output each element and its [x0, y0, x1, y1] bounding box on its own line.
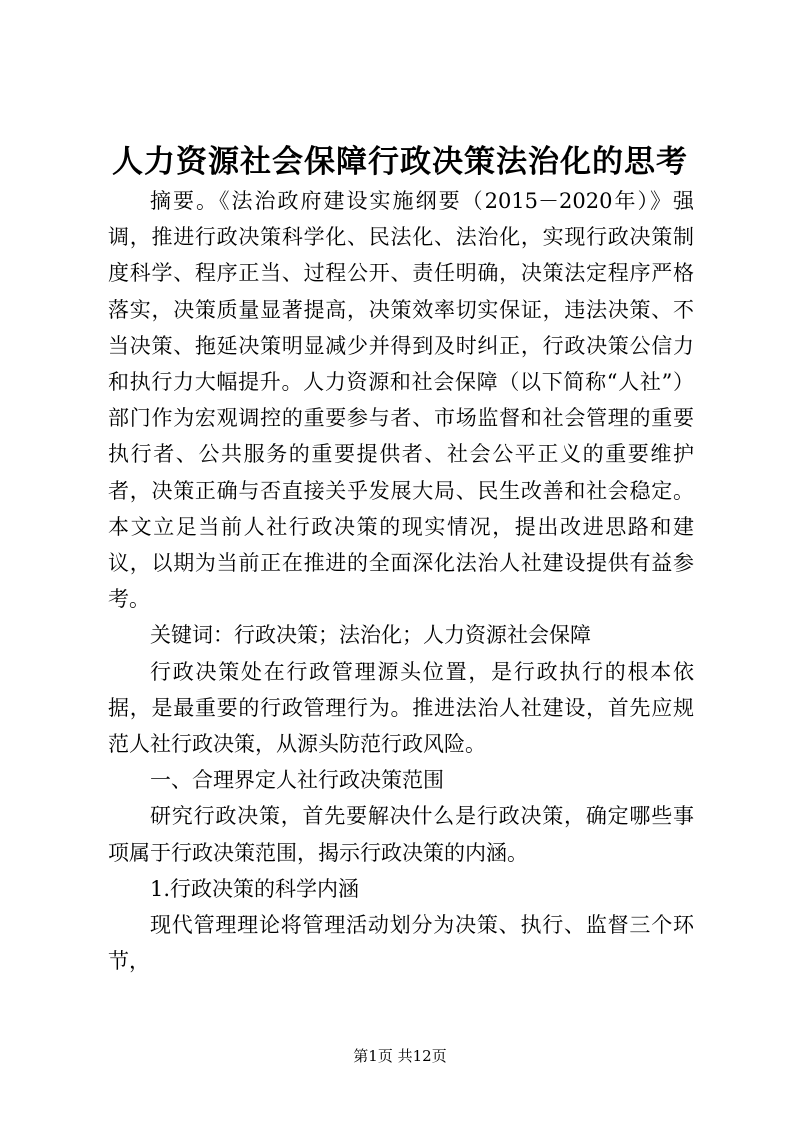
- document-body: [108, 183, 694, 979]
- keywords-paragraph: 关键词：行政决策；法治化；人力资源社会保障: [150, 623, 591, 648]
- page-number-footer: 第1页 共12页: [353, 1047, 447, 1065]
- subsection-heading: 1.行政决策的科学内涵: [150, 876, 360, 901]
- body-paragraph: 研究行政决策，首先要解决什么是行政决策，确定哪些事项属于行政决策范围，揭示行政决策的内涵。: [108, 804, 694, 865]
- abstract-paragraph: 摘要。《法治政府建设实施纲要（2015－2020年）》强调，推进行政决策科学化、民法化、法治化，实现行政决策制度科学、程序正当、过程公开、责任明确，决策法定程序严格落实，决策质量显著提高，决策效率切实保证，违法决策、不当决策、拖延决策明显减少并得到及时纠正，行政决策公信力和执行力大幅提升。人力资源和社会保障（以下简称“人社”）部门作为宏观调控的重要参与者、市场监督和社会管理的重要执行者、公共服务的重要提供者、社会公平正义的重要维护者，决策正确与否直接关乎发展大局、民生改善和社会稳定。本文立足当前人社行政决策的现实情况，提出改进思路和建议，以期为当前正在推进的全面深化法治人社建设提供有益参考。: [108, 189, 694, 612]
- intro-paragraph: 行政决策处在行政管理源头位置，是行政执行的根本依据，是最重要的行政管理行为。推进法治人社建设，首先应规范人社行政决策，从源头防范行政风险。: [108, 659, 694, 757]
- section-heading: 一、合理界定人社行政决策范围: [150, 768, 444, 793]
- document-title: 人力资源社会保障行政决策法治化的思考: [112, 144, 688, 180]
- body-paragraph: 现代管理理论将管理活动划分为决策、执行、监督三个环节，: [108, 913, 694, 974]
